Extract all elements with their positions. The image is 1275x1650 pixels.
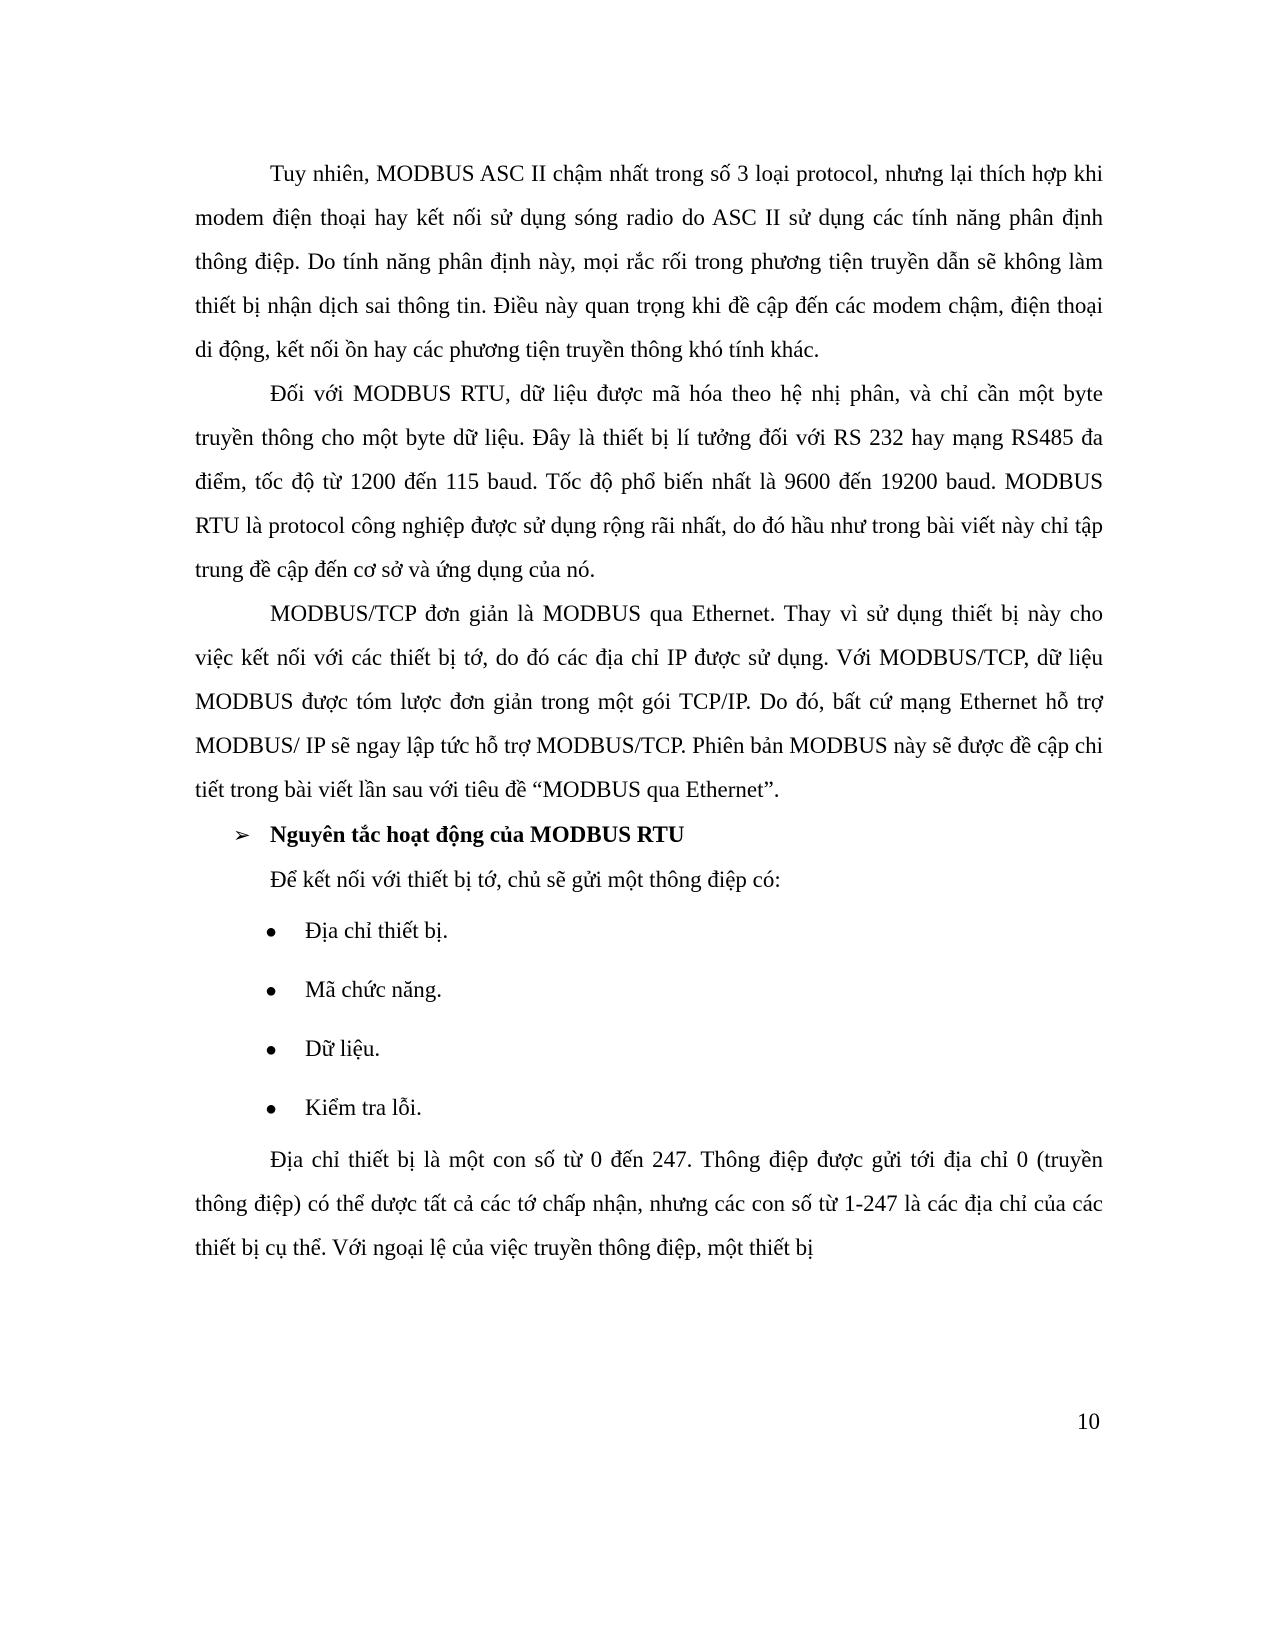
bullet-dot-icon: ● xyxy=(265,1098,278,1120)
paragraph-modbus-rtu: Đối với MODBUS RTU, dữ liệu được mã hóa theo hệ nhị phân, và chỉ cần một byte truyền thông cho một byte dữ liệu. Đây là thiết bị lí tưởng đối với RS 232 hay mạng RS485 đa điểm, tốc độ từ 1200 đến 115 baud. Tốc độ phổ biến nhất là 9600 đến 19200 baud. MODBUS RTU là protocol công nghiệp được sử dụng rộng rãi nhất, do đó hầu như trong bài viết này chỉ tập trung đề cập đến cơ sở và ứng dụng của nó. xyxy=(195,381,1103,582)
bullet-dot-icon: ● xyxy=(265,980,278,1002)
section-heading-text: Nguyên tắc hoạt động của MODBUS RTU xyxy=(270,822,685,847)
arrow-bullet-icon: ➢ xyxy=(233,823,251,847)
section-heading xyxy=(195,812,1103,858)
list-item-label: Kiểm tra lỗi. xyxy=(305,1095,422,1120)
list-item xyxy=(195,961,1103,1020)
bullet-dot-icon: ● xyxy=(265,921,278,943)
list-item-label: Dữ liệu. xyxy=(305,1036,381,1061)
page-number: 10 xyxy=(1077,1409,1100,1434)
paragraph-modbus-ascii: Tuy nhiên, MODBUS ASC II chậm nhất trong số 3 loại protocol, nhưng lại thích hợp khi modem điện thoại hay kết nối sử dụng sóng radio do ASC II sử dụng các tính năng phân định thông điệp. Do tính năng phân định này, mọi rắc rối trong phương tiện truyền dẫn sẽ không làm thiết bị nhận dịch sai thông tin. Điều này quan trọng khi đề cập đến các modem chậm, điện thoại di động, kết nối ồn hay các phương tiện truyền thông khó tính khác. xyxy=(195,161,1103,362)
paragraph-modbus-tcp: MODBUS/TCP đơn giản là MODBUS qua Ethernet. Thay vì sử dụng thiết bị này cho việc kết nối với các thiết bị tớ, do đó các địa chỉ IP được sử dụng. Với MODBUS/TCP, dữ liệu MODBUS được tóm lược đơn giản trong một gói TCP/IP. Do đó, bất cứ mạng Ethernet hỗ trợ MODBUS/ IP sẽ ngay lập tức hỗ trợ MODBUS/TCP. Phiên bản MODBUS này sẽ được đề cập chi tiết trong bài viết lần sau với tiêu đề “MODBUS qua Ethernet”. xyxy=(195,601,1103,802)
bullet-dot-icon: ● xyxy=(265,1039,278,1061)
list-item xyxy=(195,902,1103,961)
paragraph-device-address: Địa chỉ thiết bị là một con số từ 0 đến 247. Thông điệp được gửi tới địa chỉ 0 (truyền thông điệp) có thể dược tất cả các tớ chấp nhận, nhưng các con số từ 1-247 là các địa chỉ của các thiết bị cụ thể. Với ngoại lệ của việc truyền thông điệp, một thiết bị xyxy=(195,1147,1103,1260)
list-item-label: Địa chỉ thiết bị. xyxy=(305,918,449,943)
list-item xyxy=(195,1020,1103,1079)
list-item-label: Mã chức năng. xyxy=(305,977,443,1002)
list-item xyxy=(195,1079,1103,1138)
intro-sentence: Để kết nối với thiết bị tớ, chủ sẽ gửi một thông điệp có: xyxy=(270,867,781,892)
bullet-list xyxy=(195,902,1103,1138)
